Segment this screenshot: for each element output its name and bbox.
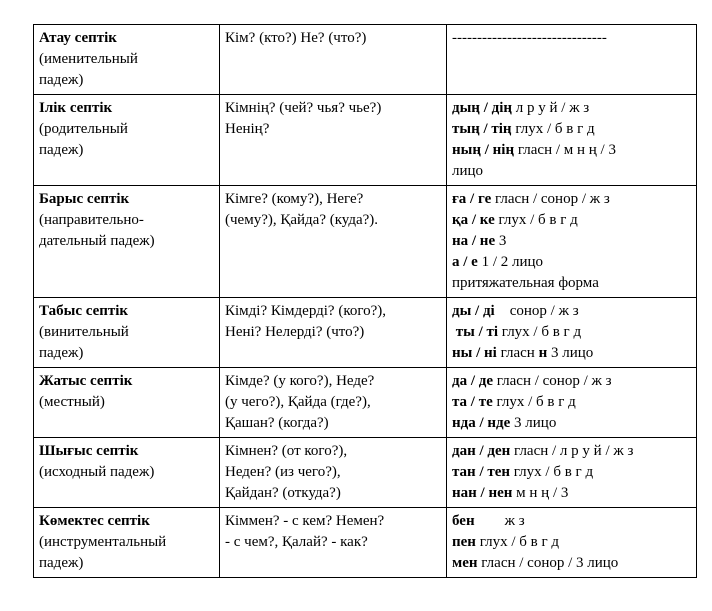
case-question-line: Кіммен? - с кем? Немен?	[225, 513, 385, 529]
ending-suffix: ты / ті	[452, 324, 499, 340]
ending-condition: гласн / м н ң / 3	[514, 142, 616, 158]
table-row	[34, 95, 697, 186]
ending-suffix: тан / тен	[452, 464, 511, 480]
case-name-cell	[34, 25, 220, 95]
case-question-line: Кімді? Кімдерді? (кого?),	[225, 303, 387, 319]
ending-condition: 3	[495, 233, 507, 249]
ending-condition: ж з	[474, 513, 525, 529]
ending-condition: глух / б в г д	[492, 394, 576, 410]
case-table	[33, 24, 697, 578]
ending-condition: глух / б в г д	[498, 324, 582, 340]
ending-suffix: ға / ге	[452, 191, 492, 207]
table-row	[34, 186, 697, 298]
case-question-line: Кімге? (кому?), Неге?	[225, 191, 364, 207]
case-questions-cell	[220, 95, 447, 186]
ending-line	[452, 140, 692, 161]
case-questions-cell	[220, 25, 447, 95]
case-endings-cell	[447, 508, 697, 578]
ending-condition: 3 лицо	[547, 345, 594, 361]
ending-condition: притяжательная форма	[452, 275, 599, 291]
ending-suffix: та / те	[452, 394, 493, 410]
ending-suffix: ды / ді	[452, 303, 495, 319]
case-name: Атау септік	[39, 30, 117, 46]
case-question-line: Кім? (кто?) Не? (что?)	[225, 30, 367, 46]
endings-placeholder-dashes: -------------------------------	[452, 30, 607, 46]
case-endings-cell	[447, 298, 697, 368]
ending-suffix: қа / ке	[452, 212, 495, 228]
case-name: Шығыс септік	[39, 443, 139, 459]
case-description-line: (инструментальный	[39, 534, 167, 550]
case-question-line: Кімнің? (чей? чья? чье?)	[225, 100, 382, 116]
case-name-cell	[34, 368, 220, 438]
ending-suffix: дан / ден	[452, 443, 511, 459]
case-question-line: Кімде? (у кого?), Неде?	[225, 373, 375, 389]
ending-line	[452, 462, 692, 483]
ending-suffix: ның / нің	[452, 142, 515, 158]
case-question-line: Кімнен? (от кого?),	[225, 443, 348, 459]
ending-line	[452, 371, 692, 392]
case-question-line: Қайдан? (откуда?)	[225, 485, 341, 501]
case-endings-cell	[447, 438, 697, 508]
case-question-line: (у чего?), Қайда (где?),	[225, 394, 371, 410]
ending-line	[452, 392, 692, 413]
ending-condition: гласн / сонор / ж з	[493, 373, 612, 389]
ending-line	[452, 301, 692, 322]
ending-condition: глух / б в г д	[494, 212, 578, 228]
case-name-cell	[34, 298, 220, 368]
case-name-cell	[34, 508, 220, 578]
case-description-line: (направительно-	[39, 212, 144, 228]
table-row	[34, 25, 697, 95]
case-name-cell	[34, 95, 220, 186]
ending-line	[452, 273, 692, 294]
ending-condition: л р у й / ж з	[512, 100, 590, 116]
case-table-body	[34, 25, 697, 578]
case-endings-cell	[447, 95, 697, 186]
table-row	[34, 438, 697, 508]
ending-condition: глух / б в г д	[510, 464, 594, 480]
case-questions-cell	[220, 508, 447, 578]
ending-suffix: бен	[452, 513, 475, 529]
ending-suffix: нан / нен	[452, 485, 513, 501]
ending-line	[452, 553, 692, 574]
ending-suffix: дың / дің	[452, 100, 513, 116]
ending-suffix: мен	[452, 555, 478, 571]
ending-condition: гласн / сонор / ж з	[491, 191, 610, 207]
ending-condition: глух / б в г д	[475, 534, 559, 550]
case-questions-cell	[220, 186, 447, 298]
ending-line	[452, 98, 692, 119]
case-description-line: падеж)	[39, 345, 84, 361]
case-description-line: падеж)	[39, 142, 84, 158]
ending-line	[452, 252, 692, 273]
ending-condition: 3 лицо	[510, 415, 557, 431]
ending-line	[452, 441, 692, 462]
ending-line	[452, 511, 692, 532]
ending-suffix: пен	[452, 534, 476, 550]
ending-line	[452, 189, 692, 210]
case-description-line: падеж)	[39, 555, 84, 571]
case-name: Табыс септік	[39, 303, 129, 319]
ending-suffix: ны / ні	[452, 345, 497, 361]
case-name-cell	[34, 186, 220, 298]
ending-suffix: тың / тің	[452, 121, 512, 137]
case-question-line: Қашан? (когда?)	[225, 415, 329, 431]
case-question-line: Ненің?	[225, 121, 270, 137]
ending-condition: глух / б в г д	[511, 121, 595, 137]
case-question-line: Нені? Нелерді? (что?)	[225, 324, 365, 340]
case-name-cell	[34, 438, 220, 508]
case-name: Көмектес септік	[39, 513, 150, 529]
case-endings-cell	[447, 186, 697, 298]
ending-line	[452, 483, 692, 504]
ending-condition: гласн / сонор / 3 лицо	[477, 555, 619, 571]
ending-suffix-letter: н	[538, 345, 548, 361]
ending-line	[452, 161, 692, 182]
ending-line	[452, 413, 692, 434]
case-questions-cell	[220, 438, 447, 508]
table-row	[34, 508, 697, 578]
ending-suffix: да / де	[452, 373, 494, 389]
ending-line	[452, 119, 692, 140]
table-row	[34, 298, 697, 368]
case-endings-cell	[447, 368, 697, 438]
case-name: Жатыс септік	[39, 373, 133, 389]
ending-condition: м н ң / 3	[512, 485, 569, 501]
case-endings-cell	[447, 25, 697, 95]
case-question-line: Неден? (из чего?),	[225, 464, 341, 480]
case-description-line: (родительный	[39, 121, 128, 137]
case-description-line: падеж)	[39, 72, 84, 88]
ending-condition: гласн	[496, 345, 539, 361]
ending-line	[452, 343, 692, 364]
case-description-line: (именительный	[39, 51, 138, 67]
case-name: Ілік септік	[39, 100, 113, 116]
ending-line	[452, 322, 692, 343]
case-questions-cell	[220, 298, 447, 368]
ending-suffix: а / е	[452, 254, 478, 270]
case-questions-cell	[220, 368, 447, 438]
ending-condition: сонор / ж з	[494, 303, 579, 319]
ending-condition: 1 / 2 лицо	[477, 254, 544, 270]
ending-condition: гласн / л р у й / ж з	[510, 443, 634, 459]
case-question-line: - с чем?, Қалай? - как?	[225, 534, 368, 550]
case-name: Барыс септік	[39, 191, 130, 207]
ending-line	[452, 210, 692, 231]
ending-line	[452, 532, 692, 553]
case-description-line: дательный падеж)	[39, 233, 155, 249]
case-question-line: (чему?), Қайда? (куда?).	[225, 212, 379, 228]
case-description-line: (местный)	[39, 394, 105, 410]
ending-line	[452, 231, 692, 252]
table-row	[34, 368, 697, 438]
case-description-line: (исходный падеж)	[39, 464, 155, 480]
ending-suffix: нда / нде	[452, 415, 511, 431]
document-page	[33, 24, 697, 578]
ending-condition: лицо	[452, 163, 484, 179]
ending-suffix: на / не	[452, 233, 496, 249]
case-description-line: (винительный	[39, 324, 129, 340]
